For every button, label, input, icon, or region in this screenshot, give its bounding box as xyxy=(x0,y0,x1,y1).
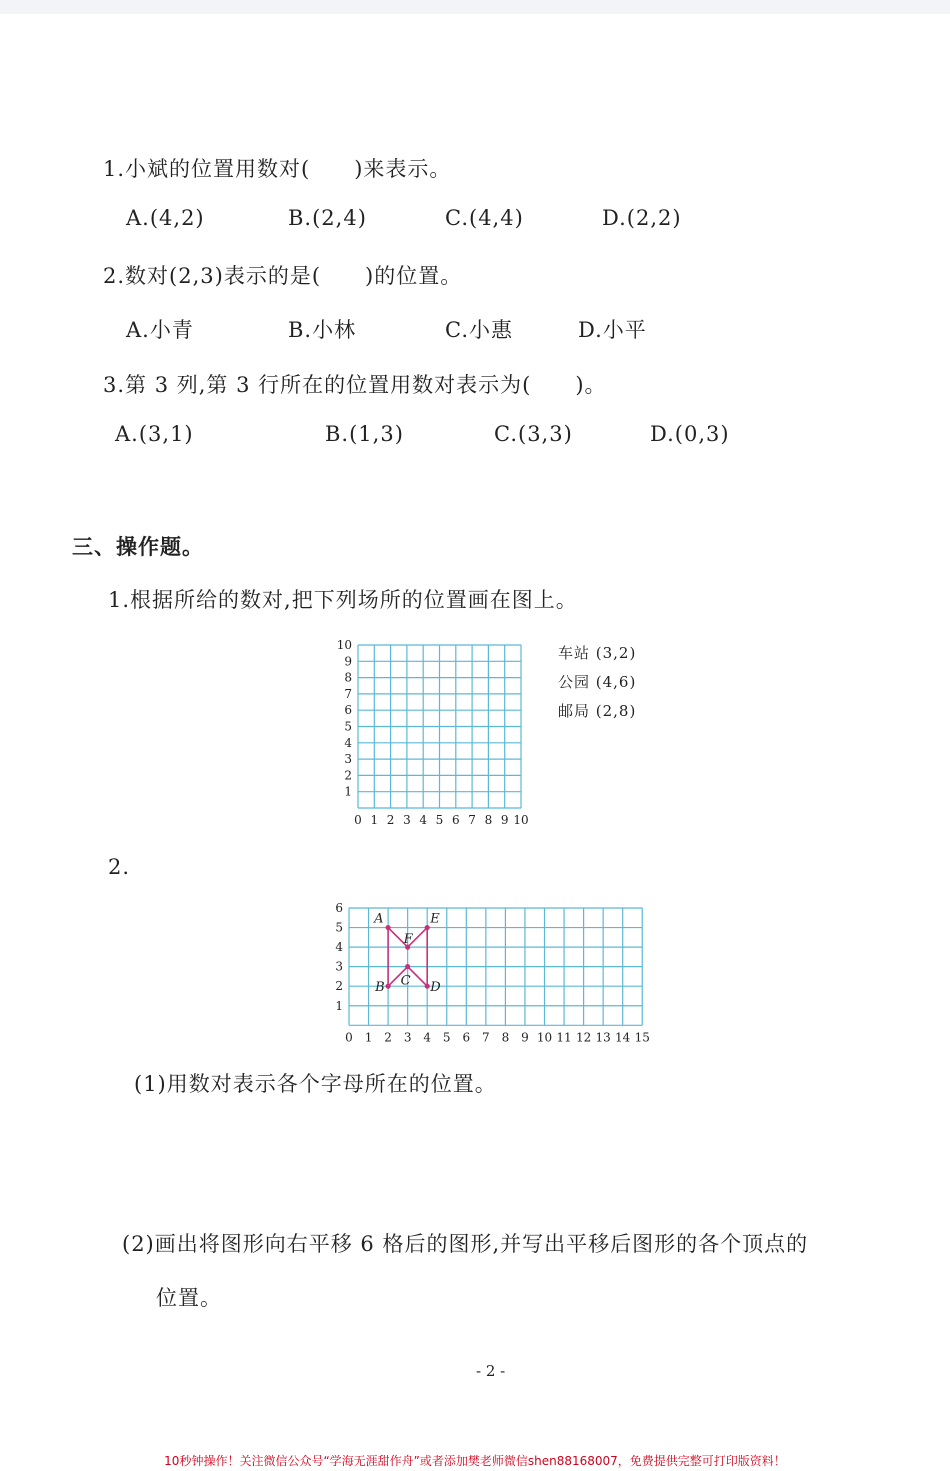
grid1-y-tick-label: 8 xyxy=(344,670,352,685)
question-3-option-b: B.(1,3) xyxy=(325,422,404,446)
grid2-x-tick-label: 5 xyxy=(442,1030,451,1045)
vertex-a-label: A xyxy=(374,911,384,927)
grid2-x-tick-label: 8 xyxy=(501,1030,510,1045)
grid1-x-tick-label: 0 xyxy=(354,813,362,827)
grid2-x-tick-label: 3 xyxy=(403,1030,412,1045)
grid2-y-tick-label: 2 xyxy=(335,979,343,994)
grid1-x-tick-label: 3 xyxy=(403,813,411,827)
question-2-option-c: C.小惠 xyxy=(445,318,513,342)
question-2-option-d: D.小平 xyxy=(578,318,647,342)
question-1-option-c: C.(4,4) xyxy=(445,206,524,230)
question-1-option-d: D.(2,2) xyxy=(602,206,682,230)
grid1-y-tick-label: 5 xyxy=(344,719,352,734)
section-heading: 三、操作题。 xyxy=(72,535,204,559)
grid1-y-tick-label: 3 xyxy=(344,752,352,767)
page-number: - 2 - xyxy=(476,1362,506,1380)
grid1-x-tick-label: 2 xyxy=(386,813,395,827)
question-3-option-c: C.(3,3) xyxy=(494,422,573,446)
grid2-x-tick-label: 7 xyxy=(482,1030,490,1045)
grid2-x-tick-label: 6 xyxy=(462,1030,471,1045)
grid1-x-tick-label: 1 xyxy=(370,813,379,827)
question-3-option-d: D.(0,3) xyxy=(650,422,730,446)
grid2-x-tick-label: 14 xyxy=(615,1030,631,1045)
vertex-c-label: C xyxy=(400,973,411,989)
vertex-b-point xyxy=(386,984,391,989)
question-1-stem: 1.小斌的位置用数对( )来表示。 xyxy=(103,157,452,181)
question-2-option-a: A.小青 xyxy=(126,318,194,342)
grid1-x-tick-label: 9 xyxy=(500,813,509,827)
grid2-x-tick-label: 13 xyxy=(595,1030,611,1045)
grid2-x-tick-label: 10 xyxy=(536,1030,553,1045)
vertex-d-label: D xyxy=(430,980,441,996)
grid2-x-tick-label: 4 xyxy=(423,1030,432,1045)
question-3-stem: 3.第 3 列,第 3 行所在的位置用数对表示为( )。 xyxy=(103,373,607,397)
legend-park: 公园 (4,6) xyxy=(558,673,637,691)
grid1-x-tick-label: 10 xyxy=(513,813,529,827)
grid2-x-tick-label: 0 xyxy=(345,1030,353,1045)
question-2-stem: 2.数对(2,3)表示的是( )的位置。 xyxy=(103,264,463,288)
grid2-x-tick-label: 15 xyxy=(634,1030,650,1045)
question-3-option-a: A.(3,1) xyxy=(115,422,194,446)
grid2-y-tick-label: 4 xyxy=(335,940,343,955)
vertex-f-label: F xyxy=(403,932,413,948)
grid1-x-tick-label: 6 xyxy=(451,813,460,827)
operation-question-2-number: 2. xyxy=(108,855,131,879)
grid1-x-tick-label: 8 xyxy=(484,813,493,827)
footer-notice: 10秒钟操作！关注微信公众号“学海无涯甜作舟”或者添加樊老师微信shen88168007，免费提供完整可打印版资料！ xyxy=(164,1454,786,1468)
grid1-y-tick-label: 9 xyxy=(344,654,352,669)
sub-question-1: (1)用数对表示各个字母所在的位置。 xyxy=(134,1072,497,1096)
vertex-c-point xyxy=(405,964,410,969)
vertex-b-label: B xyxy=(375,980,385,996)
vertex-a-point xyxy=(386,925,391,930)
sub-question-2-line-2: 位置。 xyxy=(156,1286,222,1310)
vertex-e-label: E xyxy=(430,911,440,927)
grid1-y-tick-label: 1 xyxy=(344,784,352,799)
grid2-x-tick-label: 12 xyxy=(575,1030,592,1045)
grid2-y-tick-label: 3 xyxy=(335,959,343,974)
question-1-option-a: A.(4,2) xyxy=(126,206,205,230)
question-1-option-b: B.(2,4) xyxy=(288,206,367,230)
grid1-y-tick-label: 10 xyxy=(336,638,352,652)
legend-station: 车站 (3,2) xyxy=(558,644,637,662)
question-2-option-b: B.小林 xyxy=(288,318,357,342)
grid1-x-tick-label: 4 xyxy=(419,813,428,827)
grid2-x-tick-label: 2 xyxy=(384,1030,392,1045)
vertex-e-point xyxy=(425,925,430,930)
sub-question-2-line-1: (2)画出将图形向右平移 6 格后的图形,并写出平移后图形的各个顶点的 xyxy=(122,1232,809,1256)
vertex-d-point xyxy=(425,984,430,989)
grid1-y-tick-label: 6 xyxy=(344,703,352,718)
grid2-x-tick-label: 9 xyxy=(521,1030,529,1045)
grid1-y-tick-label: 4 xyxy=(344,735,352,750)
grid2-x-tick-label: 1 xyxy=(364,1030,373,1045)
grid1-x-tick-label: 5 xyxy=(435,813,444,827)
grid1-x-tick-label: 7 xyxy=(468,813,476,827)
legend-post-office: 邮局 (2,8) xyxy=(558,702,637,720)
grid1-y-tick-label: 2 xyxy=(344,768,352,783)
grid2-y-tick-label: 1 xyxy=(335,998,343,1013)
grid1-y-tick-label: 7 xyxy=(344,686,352,701)
grid2-x-tick-label: 11 xyxy=(556,1030,572,1045)
operation-question-1-stem: 1.根据所给的数对,把下列场所的位置画在图上。 xyxy=(108,588,578,612)
grid2-y-tick-label: 6 xyxy=(335,901,343,915)
grid2-y-tick-label: 5 xyxy=(335,920,343,935)
